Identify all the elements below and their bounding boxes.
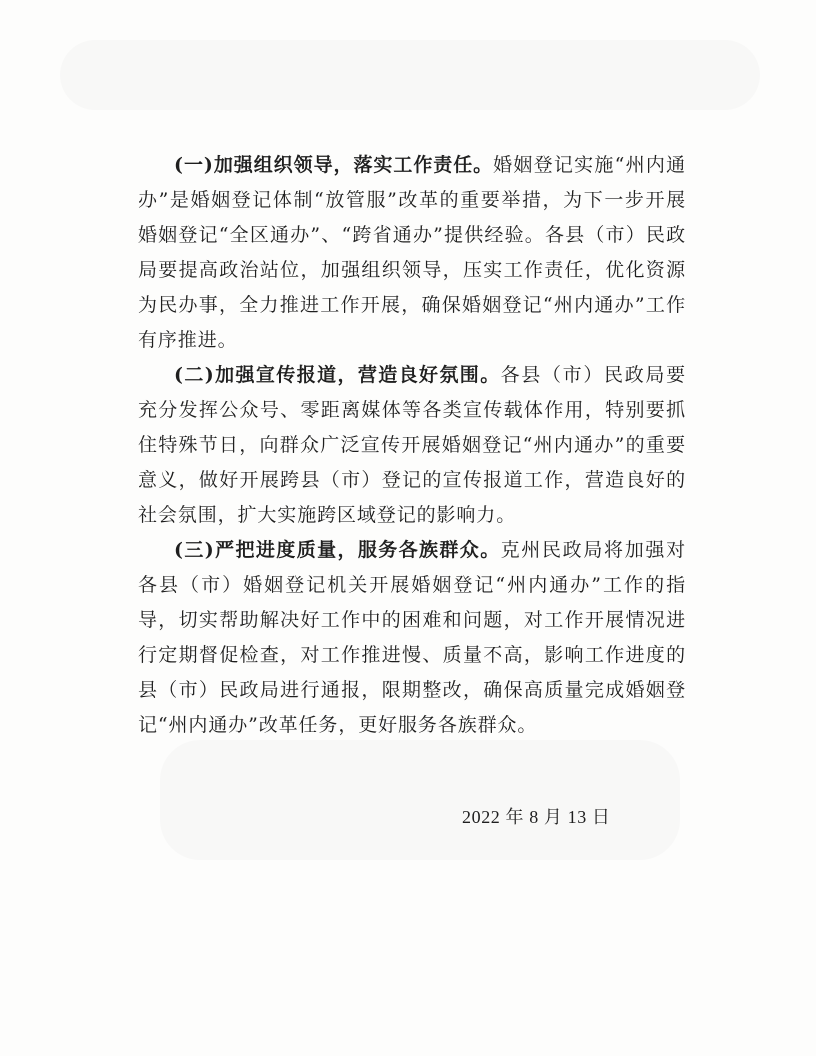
paragraph-3-text: 克州民政局将加强对各县（市）婚姻登记机关开展婚姻登记“州内通办”工作的指导，切实帮助解决好工作中的困难和问题，对工作开展情况进行定期督促检查，对工作推进慢、质量不高，影响工作进度的县（市）民政局进行通报，限期整改，确保高质量完成婚姻登记“州内通办”改革任务，更好服务各族群众。	[138, 539, 686, 736]
paragraph-1-text: 婚姻登记实施“州内通办”是婚姻登记体制“放管服”改革的重要举措，为下一步开展婚姻登记“全区通办”、“跨省通办”提供经验。各县（市）民政局要提高政治站位，加强组织领导，压实工作责任，优化资源为民办事，全力推进工作开展，确保婚姻登记“州内通办”工作有序推进。	[138, 154, 687, 351]
document-body	[138, 148, 686, 743]
paragraph-2-text: 各县（市）民政局要充分发挥公众号、零距离媒体等各类宣传载体作用，特别要抓住特殊节日，向群众广泛宣传开展婚姻登记“州内通办”的重要意义，做好开展跨县（市）登记的宣传报道工作，营造良好的社会氛围，扩大实施跨区域登记的影响力。	[138, 364, 686, 526]
paragraph-2-heading: (二)加强宣传报道，营造良好氛围。	[174, 364, 501, 386]
paragraph-2	[138, 358, 686, 533]
scan-shadow	[60, 40, 760, 110]
scan-shadow	[160, 740, 680, 860]
paragraph-3-heading: (三)严把进度质量，服务各族群众。	[174, 539, 501, 561]
paragraph-1-heading: (一)加强组织领导，落实工作责任。	[174, 154, 494, 176]
document-date: 2022 年 8 月 13 日	[462, 807, 611, 827]
paragraph-1	[138, 148, 686, 358]
paragraph-3	[138, 533, 686, 743]
